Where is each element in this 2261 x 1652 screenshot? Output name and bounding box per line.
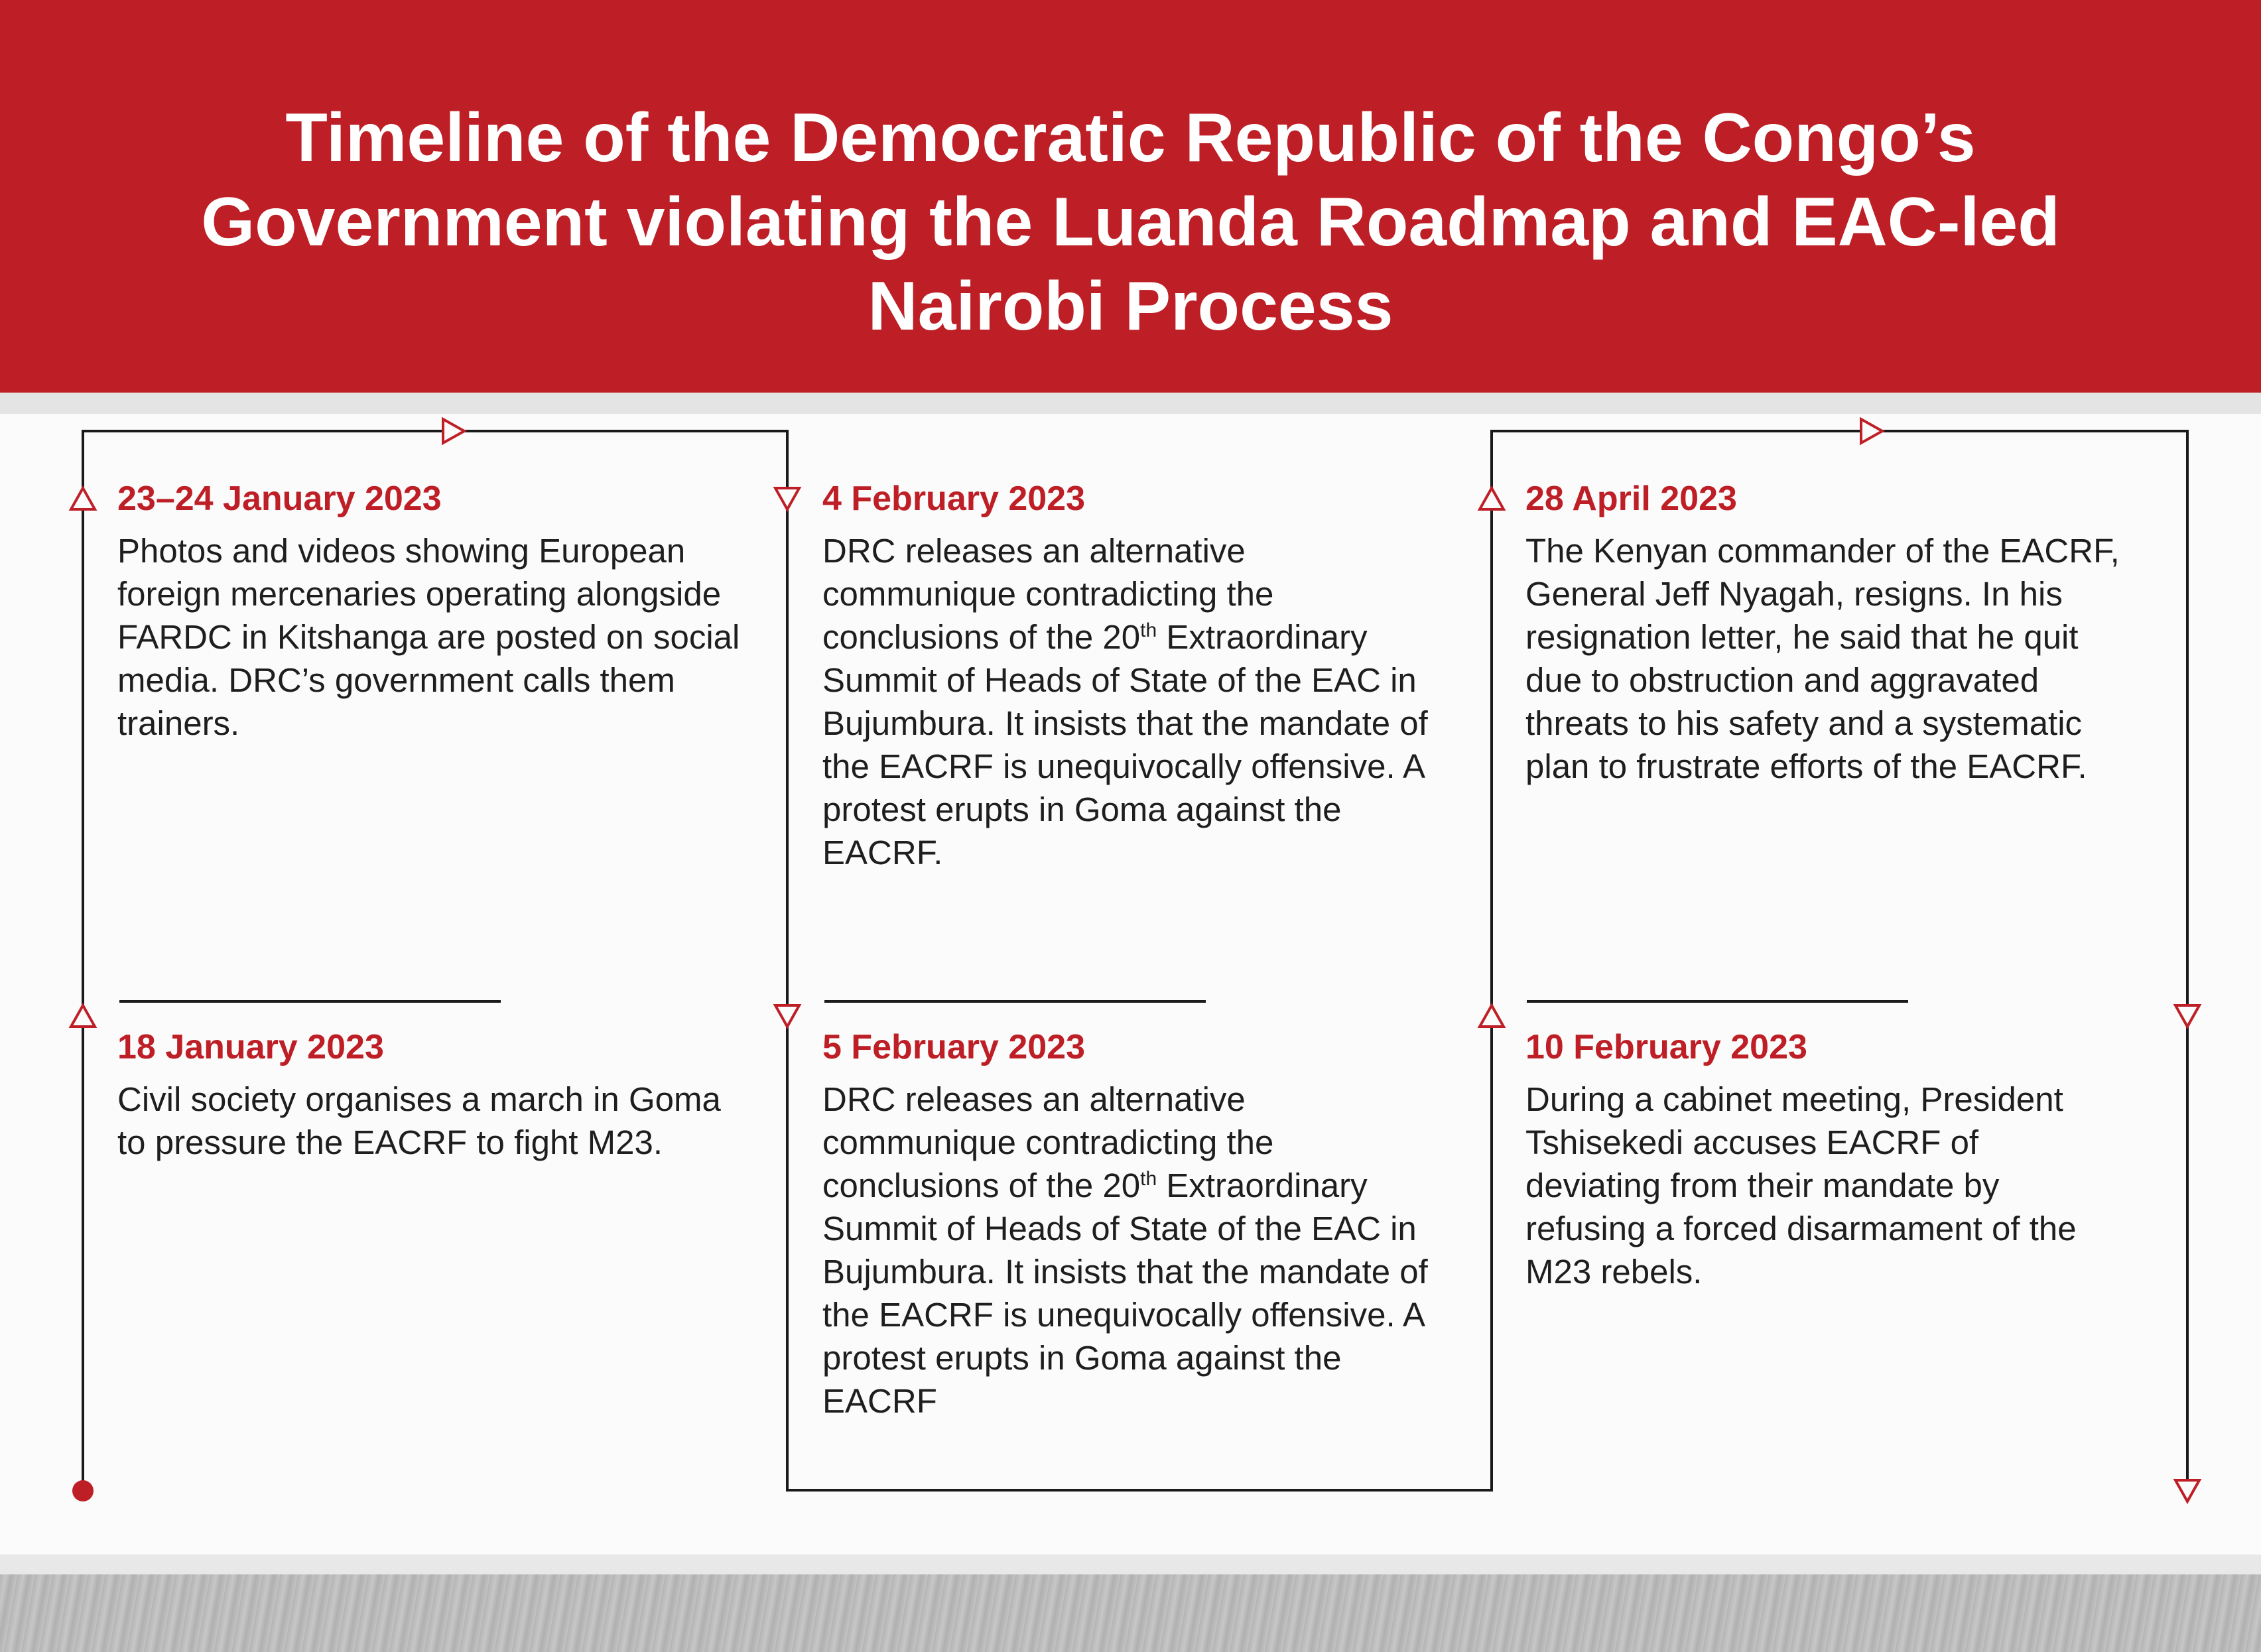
title-line-3: Nairobi Process — [868, 268, 1393, 345]
event-date: 18 January 2023 — [117, 1028, 384, 1066]
arrow-down-icon — [2175, 1005, 2199, 1027]
arrow-right-icon — [1861, 419, 1882, 443]
title-line-2: Government violating the Luanda Roadmap and EAC-led — [201, 184, 2060, 261]
arrow-down-icon — [775, 1005, 799, 1027]
event-description: Photos and videos showing European foreign mercenaries operating alongside FARDC in Kitshanga are posted on social media. DRC’s government calls them trainers. — [117, 532, 740, 742]
timeline-event-4 — [822, 1025, 1439, 1423]
desc-part: DRC releases an alternative communique contradicting the conclusions of the 20 — [822, 532, 1274, 656]
timeline-event-6 — [1525, 1025, 2122, 1293]
arrow-right-icon — [443, 419, 464, 443]
timeline-event-1 — [117, 476, 741, 745]
arrow-up-icon — [71, 1005, 95, 1027]
timeline-event-2 — [117, 1025, 741, 1164]
event-divider — [1527, 1000, 1908, 1003]
arrow-down-icon — [2175, 1480, 2199, 1501]
event-description: Civil society organises a march in Goma to pressure the EACRF to fight M23. — [117, 1080, 721, 1161]
arrow-up-icon — [1480, 1005, 1504, 1027]
event-date: 10 February 2023 — [1525, 1028, 1807, 1066]
arrow-up-icon — [71, 488, 95, 509]
timeline-event-5 — [1525, 476, 2122, 788]
event-date: 4 February 2023 — [822, 479, 1086, 518]
desc-part: DRC releases an alternative communique contradicting the conclusions of the 20 — [822, 1080, 1274, 1204]
desc-superscript: th — [1140, 619, 1157, 641]
event-description — [822, 529, 1439, 874]
event-divider — [119, 1000, 501, 1003]
event-date: 5 February 2023 — [822, 1028, 1086, 1066]
event-description: The Kenyan commander of the EACRF, General Jeff Nyagah, resigns. In his resignation letter, he said that he quit due to obstruction and aggravated threats to his safety and a systematic plan to frustrate efforts of the EACRF. — [1525, 532, 2120, 785]
arrow-up-icon — [1480, 488, 1504, 509]
event-description — [822, 1078, 1439, 1423]
event-date: 28 April 2023 — [1525, 479, 1737, 518]
timeline-start-dot — [72, 1480, 94, 1501]
event-description: During a cabinet meeting, President Tshisekedi accuses EACRF of deviating from their mandate by refusing a forced disarmament of the M23 rebels. — [1525, 1080, 2077, 1291]
timeline-event-3 — [822, 476, 1439, 874]
event-divider — [824, 1000, 1206, 1003]
arrow-down-icon — [775, 488, 799, 509]
desc-part: Extraordinary Summit of Heads of State of the EAC in Bujumbura. It insists that the mandate of the EACRF is unequivocally offensive. A protest erupts in Goma against the EACRF — [822, 1167, 1428, 1420]
event-date: 23–24 January 2023 — [117, 479, 442, 518]
desc-superscript: th — [1140, 1168, 1157, 1190]
title-line-1: Timeline of the Democratic Republic of the Congo’s — [285, 99, 1976, 176]
desc-part: Extraordinary Summit of Heads of State of the EAC in Bujumbura. It insists that the mandate of the EACRF is unequivocally offensive. A protest erupts in Goma against the EACRF. — [822, 618, 1428, 871]
